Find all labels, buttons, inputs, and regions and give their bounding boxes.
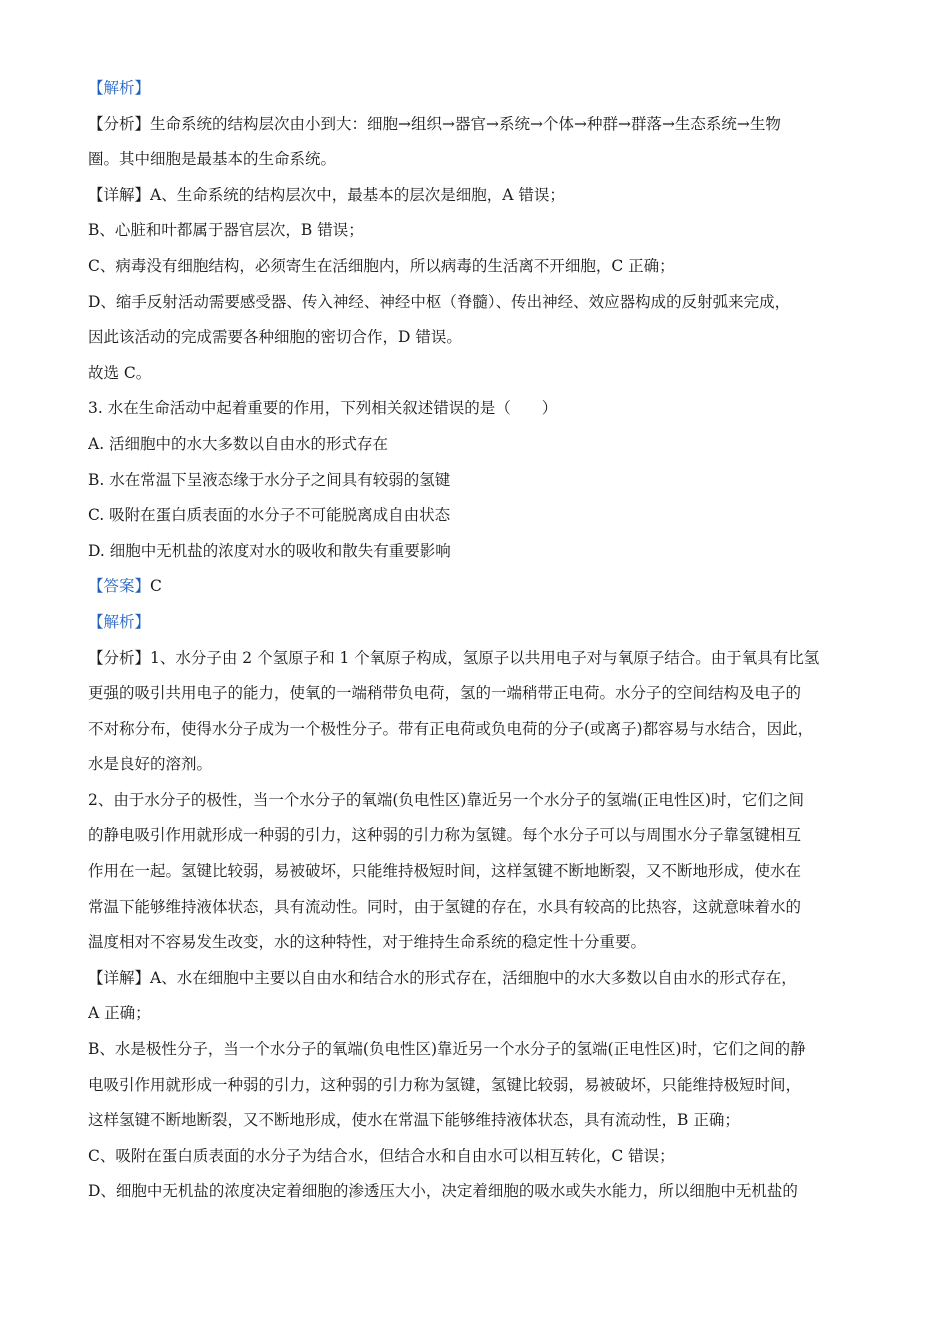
q2-fenxi-line	[88, 107, 863, 143]
q3-fenxi-line: 常温下能够维持液体状态，具有流动性。同时，由于氢键的存在，水具有较高的比热容，这就意味着水的	[88, 897, 802, 916]
jiexi-tag: 【解析】	[88, 79, 151, 97]
q2-xiangjie-line: C、病毒没有细胞结构，必须寄生在活细胞内，所以病毒的生活离不开细胞，C 正确；	[88, 256, 675, 275]
q3-xiangjie-line: 电吸引作用就形成一种弱的引力，这种弱的引力称为氢键，氢键比较弱，易被破坏，只能维持极短时间，	[88, 1075, 802, 1094]
q3-fenxi-line: 的静电吸引作用就形成一种弱的引力，这种弱的引力称为氢键。每个水分子可以与周围水分子靠氢键相互	[88, 826, 802, 845]
q3-xiangjie-line: 这样氢键不断地断裂，又不断地形成，使水在常温下能够维持液体状态，具有流动性，B 正确；	[88, 1111, 740, 1130]
xiangjie-tag: 【详解】	[88, 968, 151, 987]
q2-fenxi-text: 生命系统的结构层次由小到大：细胞→组织→器官→系统→个体→种群→群落→生态系统→生物	[150, 114, 781, 133]
q3-fenxi-line: 不对称分布，使得水分子成为一个极性分子。带有正电荷或负电荷的分子(或离子)都容易与水结合，因此，	[88, 719, 814, 738]
q3-xiangjie-text: A、水在细胞中主要以自由水和结合水的形式存在，活细胞中的水大多数以自由水的形式存在，	[150, 968, 797, 987]
q3-fenxi-text: 1、水分子由 2 个氢原子和 1 个氧原子构成，氢原子以共用电子对与氧原子结合。由于氧具有比氢	[150, 648, 820, 667]
q3-fenxi-line: 2、由于水分子的极性，当一个水分子的氧端(负电性区)靠近另一个水分子的氢端(正电性区)时，它们之间	[88, 790, 805, 809]
q3-fenxi-line: 温度相对不容易发生改变，水的这种特性，对于维持生命系统的稳定性十分重要。	[88, 933, 647, 952]
q3-xiangjie-line: D、细胞中无机盐的浓度决定着细胞的渗透压大小，决定着细胞的吸水或失水能力，所以细胞中无机盐的	[88, 1182, 798, 1201]
q2-xiangjie-text: A、生命系统的结构层次中，最基本的层次是细胞，A 错误；	[150, 185, 565, 204]
q2-fenxi-line: 圈。其中细胞是最基本的生命系统。	[88, 150, 337, 169]
fenxi-tag: 【分析】	[88, 648, 151, 667]
answer-tag: 【答案】	[88, 577, 151, 596]
q2-conclusion: 故选 C。	[88, 363, 152, 382]
q2-xiangjie-line: B、心脏和叶都属于器官层次，B 错误；	[88, 221, 364, 240]
q3-fenxi-line: 作用在一起。氢键比较弱，易被破坏，只能维持极短时间，这样氢键不断地断裂，又不断地形成，使水在	[88, 862, 802, 881]
q2-jiexi-heading	[88, 71, 863, 107]
q3-option-d: D. 细胞中无机盐的浓度对水的吸收和散失有重要影响	[88, 541, 451, 560]
q2-xiangjie-line: D、缩手反射活动需要感受器、传入神经、神经中枢（脊髓）、传出神经、效应器构成的反射弧来完成，	[88, 292, 791, 311]
q3-jiexi-heading	[88, 605, 863, 641]
answer-value: C	[150, 577, 162, 596]
q3-option-c: C. 吸附在蛋白质表面的水分子不可能脱离成自由状态	[88, 506, 451, 525]
q3-option-a: A. 活细胞中的水大多数以自由水的形式存在	[88, 434, 389, 453]
q3-xiangjie-line: B、水是极性分子，当一个水分子的氧端(负电性区)靠近另一个水分子的氢端(正电性区)时，它们之间的静	[88, 1040, 806, 1059]
q2-xiangjie-line	[88, 178, 863, 214]
fenxi-tag: 【分析】	[88, 114, 151, 133]
q3-fenxi-line: 水是良好的溶剂。	[88, 755, 213, 774]
jiexi-tag: 【解析】	[88, 612, 151, 631]
q3-xiangjie-line: C、吸附在蛋白质表面的水分子为结合水，但结合水和自由水可以相互转化，C 错误；	[88, 1146, 675, 1165]
q3-fenxi-line: 更强的吸引共用电子的能力，使氧的一端稍带负电荷，氢的一端稍带正电荷。水分子的空间结构及电子的	[88, 684, 802, 703]
document-page	[88, 71, 863, 1210]
q3-fenxi-line	[88, 641, 863, 677]
q2-xiangjie-line: 因此该活动的完成需要各种细胞的密切合作，D 错误。	[88, 328, 462, 347]
q3-xiangjie-line	[88, 961, 863, 997]
xiangjie-tag: 【详解】	[88, 185, 151, 204]
q3-answer	[88, 569, 863, 605]
q3-xiangjie-line: A 正确；	[88, 1004, 151, 1023]
q3-option-b: B. 水在常温下呈液态缘于水分子之间具有较弱的氢键	[88, 470, 451, 489]
q3-stem: 3. 水在生命活动中起着重要的作用，下列相关叙述错误的是（ ）	[88, 399, 558, 418]
